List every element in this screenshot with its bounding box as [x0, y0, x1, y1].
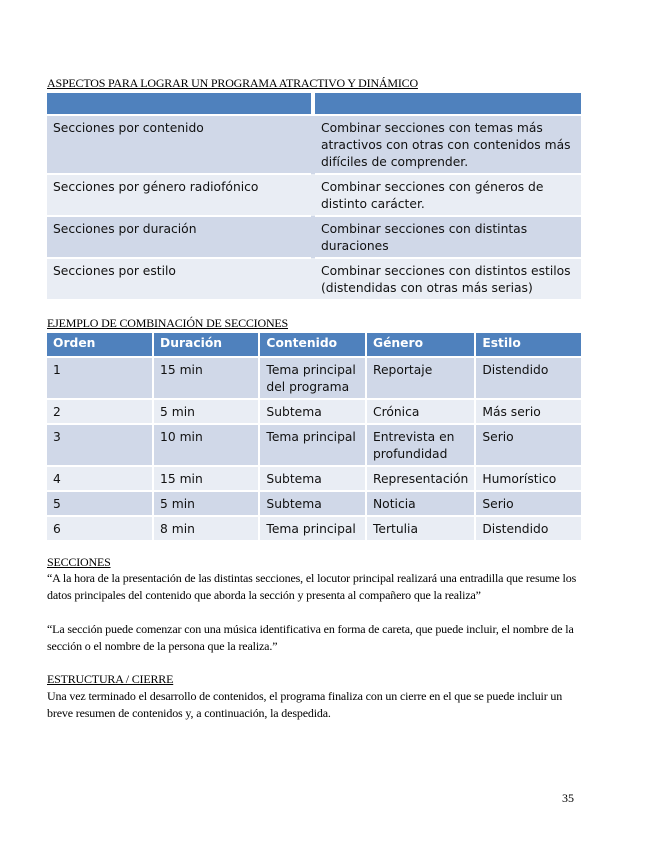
cell-duracion: 10 min — [153, 424, 259, 466]
table-row — [47, 516, 581, 540]
table-row — [47, 399, 581, 424]
cell-contenido: Tema principal — [259, 516, 366, 540]
aspect-desc: Combinar secciones con géneros de distinto carácter. — [313, 174, 581, 216]
cell-genero: Reportaje — [366, 357, 475, 399]
header-contenido: Contenido — [259, 333, 366, 357]
table-row — [47, 258, 581, 299]
aspect-label: Secciones por contenido — [47, 115, 313, 174]
cell-estilo: Serio — [475, 491, 581, 516]
aspect-label: Secciones por duración — [47, 216, 313, 258]
aspects-heading: ASPECTOS PARA LOGRAR UN PROGRAMA ATRACTIVO Y DINÁMICO — [47, 76, 418, 90]
header-cell — [47, 93, 313, 115]
header-cell — [313, 93, 581, 115]
combination-heading: EJEMPLO DE COMBINACIÓN DE SECCIONES — [47, 316, 289, 330]
header-orden: Orden — [47, 333, 153, 357]
header-duracion: Duración — [153, 333, 259, 357]
cell-orden: 1 — [47, 357, 153, 399]
header-estilo: Estilo — [475, 333, 581, 357]
cell-contenido: Subtema — [259, 399, 366, 424]
table-row — [47, 424, 581, 466]
aspects-table-header — [47, 93, 581, 115]
secciones-paragraph-1: “A la hora de la presentación de las distintas secciones, el locutor principal realizará una entradilla que resume los datos principales del contenido que aborda la sección y presenta al compañero que la realiza” — [47, 571, 577, 602]
aspect-desc: Combinar secciones con distintos estilos (distendidas con otras más serias) — [313, 258, 581, 299]
table-row — [47, 115, 581, 174]
aspects-table — [47, 93, 581, 299]
cell-genero: Entrevista en profundidad — [366, 424, 475, 466]
cell-estilo: Serio — [475, 424, 581, 466]
cell-orden: 2 — [47, 399, 153, 424]
cell-estilo: Humorístico — [475, 466, 581, 491]
cell-contenido: Subtema — [259, 466, 366, 491]
table-row — [47, 357, 581, 399]
combination-table-header — [47, 333, 581, 357]
cell-orden: 5 — [47, 491, 153, 516]
cell-genero: Noticia — [366, 491, 475, 516]
cell-estilo: Distendido — [475, 516, 581, 540]
estructura-paragraph: Una vez terminado el desarrollo de contenidos, el programa finaliza con un cierre en el que se puede incluir un breve resumen de contenidos y, a continuación, la despedida. — [47, 689, 563, 720]
combination-table — [47, 333, 581, 540]
cell-contenido: Tema principal del programa — [259, 357, 366, 399]
cell-orden: 6 — [47, 516, 153, 540]
cell-orden: 4 — [47, 466, 153, 491]
page-number: 35 — [562, 791, 574, 805]
cell-genero: Crónica — [366, 399, 475, 424]
cell-duracion: 15 min — [153, 357, 259, 399]
table-row — [47, 491, 581, 516]
cell-duracion: 5 min — [153, 491, 259, 516]
cell-genero: Tertulia — [366, 516, 475, 540]
cell-estilo: Más serio — [475, 399, 581, 424]
aspect-label: Secciones por género radiofónico — [47, 174, 313, 216]
estructura-heading: ESTRUCTURA / CIERRE — [47, 672, 174, 686]
cell-estilo: Distendido — [475, 357, 581, 399]
aspect-desc: Combinar secciones con temas más atractivos con otras con contenidos más difíciles de comprender. — [313, 115, 581, 174]
table-row — [47, 466, 581, 491]
cell-duracion: 15 min — [153, 466, 259, 491]
cell-contenido: Subtema — [259, 491, 366, 516]
cell-contenido: Tema principal — [259, 424, 366, 466]
table-row — [47, 174, 581, 216]
cell-orden: 3 — [47, 424, 153, 466]
secciones-paragraph-2: “La sección puede comenzar con una música identificativa en forma de careta, que puede incluir, el nombre de la sección o el nombre de la persona que la realiza.” — [47, 622, 574, 653]
secciones-heading: SECCIONES — [47, 555, 111, 569]
table-row — [47, 216, 581, 258]
cell-duracion: 5 min — [153, 399, 259, 424]
cell-duracion: 8 min — [153, 516, 259, 540]
aspect-label: Secciones por estilo — [47, 258, 313, 299]
aspect-desc: Combinar secciones con distintas duraciones — [313, 216, 581, 258]
header-genero: Género — [366, 333, 475, 357]
cell-genero: Representación — [366, 466, 475, 491]
